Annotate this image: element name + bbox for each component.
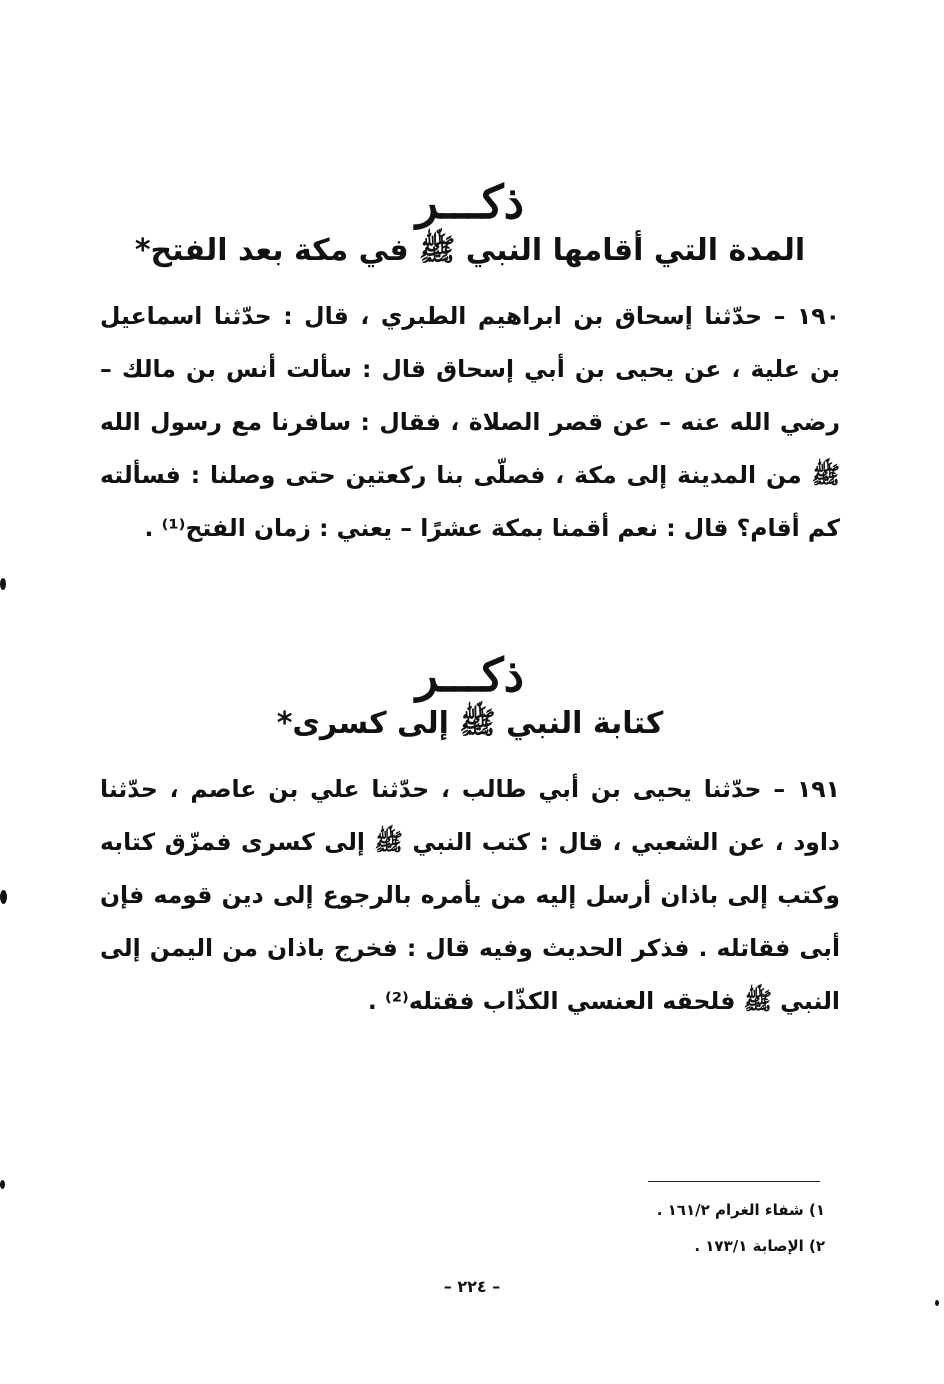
section-heading: كتابة النبي ﷺ إلى كسرى*	[276, 706, 664, 741]
section-heading: المدة التي أقامها النبي ﷺ في مكة بعد الفتح*	[134, 233, 806, 268]
footnote-1: ١) شفاء الغرام ١٦١/٢ .	[656, 1201, 825, 1219]
footnote-2: ٢) الإصابة ١٧٣/١ .	[694, 1237, 825, 1255]
hadith-paragraph: ١٩٠ – حدّثنا إسحاق بن ابراهيم الطبري ، قال : حدّثنا اسماعيل بن علية ، عن يحيى بن أبي إسحاق قال : سألت أنس بن مالك – رضي الله عنه – عن قصر الصلاة ، فقال : سافرنا مع رسول الله ﷺ من المدينة إلى مكة ، فصلّى بنا ركعتين حتى وصلنا : فسألته كم أقام؟ قال : نعم أقمنا بمكة عشرًا – يعني : زمان الفتح⁽¹⁾ .	[100, 302, 840, 542]
scan-dot	[0, 578, 6, 590]
footnotes	[500, 1192, 825, 1264]
dhikr-title: ذكـــر	[415, 175, 525, 229]
page-number: – ٢٢٤ –	[443, 1277, 501, 1296]
footnote-divider	[648, 1181, 820, 1182]
scan-dot	[935, 1300, 939, 1306]
hadith-paragraph: ١٩١ – حدّثنا يحيى بن أبي طالب ، حدّثنا علي بن عاصم ، حدّثنا داود ، عن الشعبي ، قال : كتب النبي ﷺ إلى كسرى فمزّق كتابه وكتب إلى باذان أرسل إليه من يأمره بالرجوع إلى دين قومه فإن أبى فقاتله . فذكر الحديث وفيه قال : فخرج باذان من اليمن إلى النبي ﷺ فلحقه العنسي الكذّاب فقتله⁽²⁾ .	[100, 775, 840, 1015]
scan-dot	[0, 1180, 5, 1189]
section-190	[100, 172, 840, 555]
scan-dot	[0, 890, 7, 904]
dhikr-title: ذكـــر	[415, 648, 525, 702]
section-191	[100, 645, 840, 1028]
